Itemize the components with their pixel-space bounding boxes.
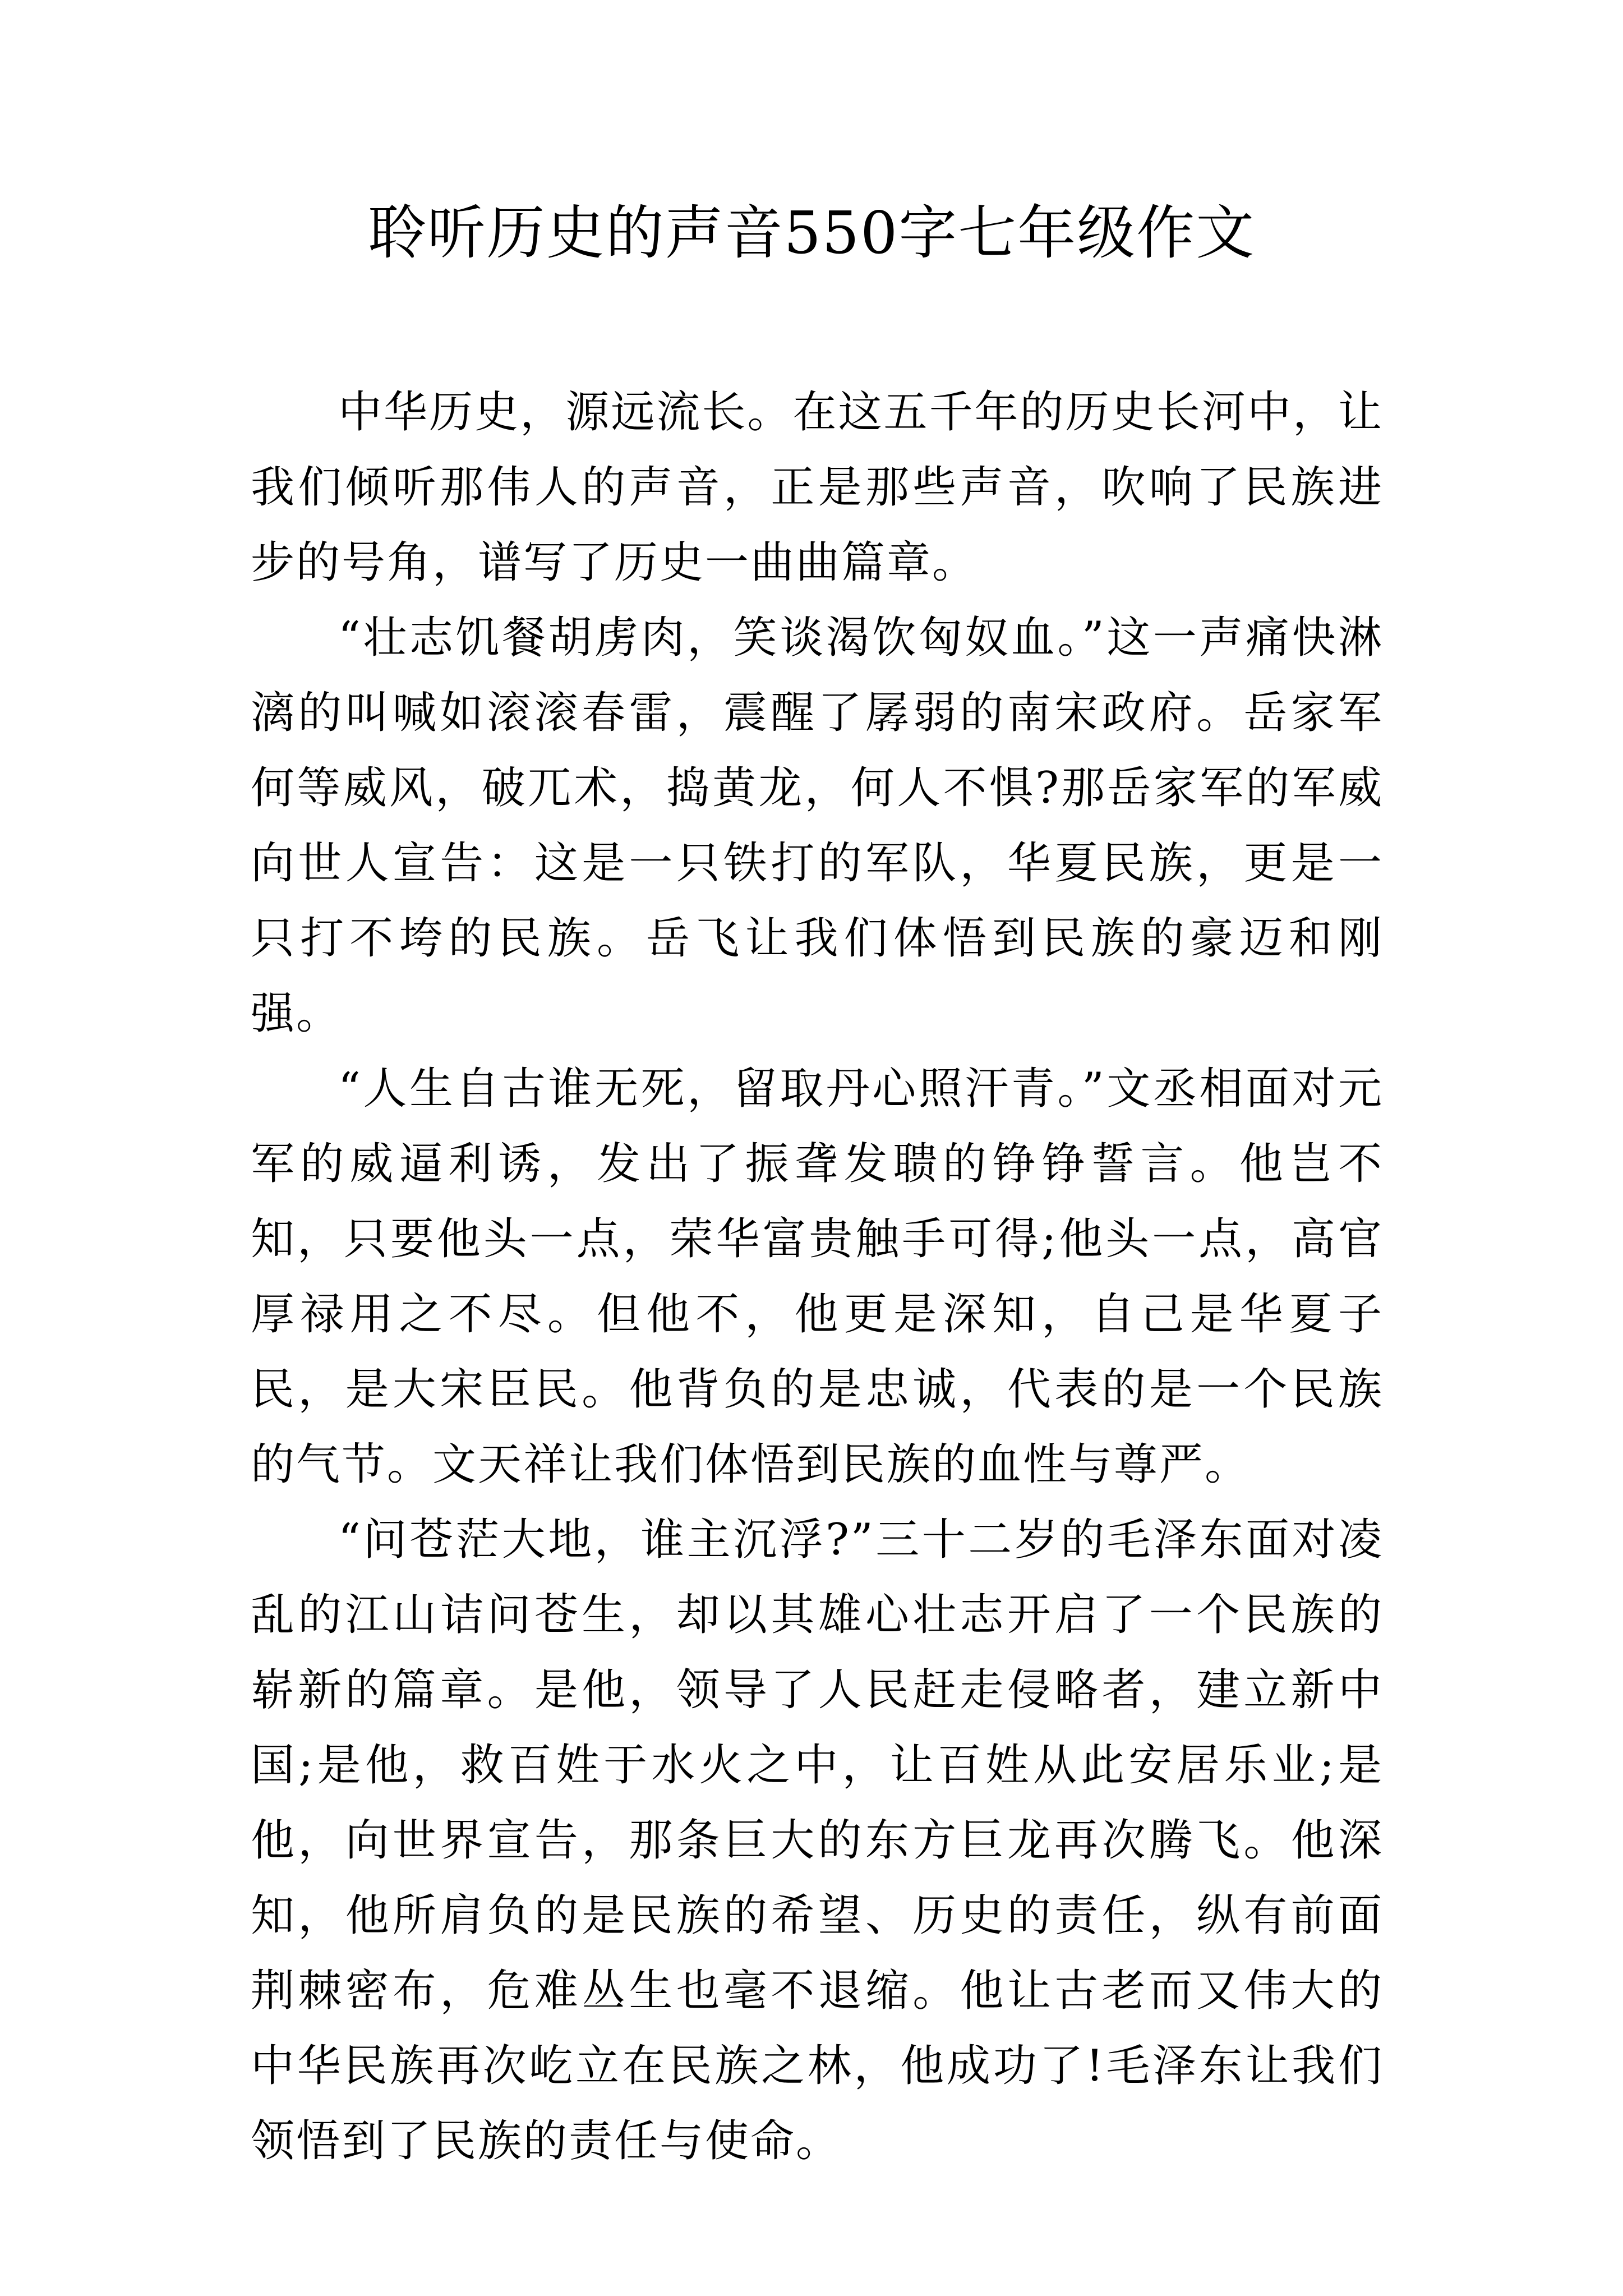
paragraph: “壮志饥餐胡虏肉，笑谈渴饮匈奴血。”这一声痛快淋漓的叫喊如滚滚春雷，震醒了孱弱的南宋政府。岳家军何等威风，破兀术，捣黄龙，何人不惧?那岳家军的军威向世人宣告：这是一只铁打的军队，华夏民族，更是一只打不垮的民族。岳飞让我们体悟到民族的豪迈和刚强。 — [251, 613, 1384, 1039]
document-title: 聆听历史的声音550字七年级作文 — [367, 199, 1256, 267]
paragraph: “人生自古谁无死，留取丹心照汗青。”文丞相面对元军的威逼利诱，发出了振聋发聩的铮铮誓言。他岂不知，只要他头一点，荣华富贵触手可得;他头一点，高官厚禄用之不尽。但他不，他更是深知，自己是华夏子民，是大宋臣民。他背负的是忠诚，代表的是一个民族的气节。文天祥让我们体悟到民族的血性与尊严。 — [251, 1064, 1384, 1490]
paragraph: 中华历史，源远流长。在这五千年的历史长河中，让我们倾听那伟人的声音，正是那些声音，吹响了民族进步的号角，谱写了历史一曲曲篇章。 — [251, 387, 1384, 588]
document-body — [251, 375, 1384, 2179]
paragraph: “问苍茫大地，谁主沉浮?”三十二岁的毛泽东面对凌乱的江山诘问苍生，却以其雄心壮志开启了一个民族的崭新的篇章。是他，领导了人民赶走侵略者，建立新中国;是他，救百姓于水火之中，让百姓从此安居乐业;是他，向世界宣告，那条巨大的东方巨龙再次腾飞。他深知，他所肩负的是民族的希望、历史的责任，纵有前面荆棘密布，危难丛生也毫不退缩。他让古老而又伟大的中华民族再次屹立在民族之林，他成功了!毛泽东让我们领悟到了民族的责任与使命。 — [251, 1515, 1384, 2166]
